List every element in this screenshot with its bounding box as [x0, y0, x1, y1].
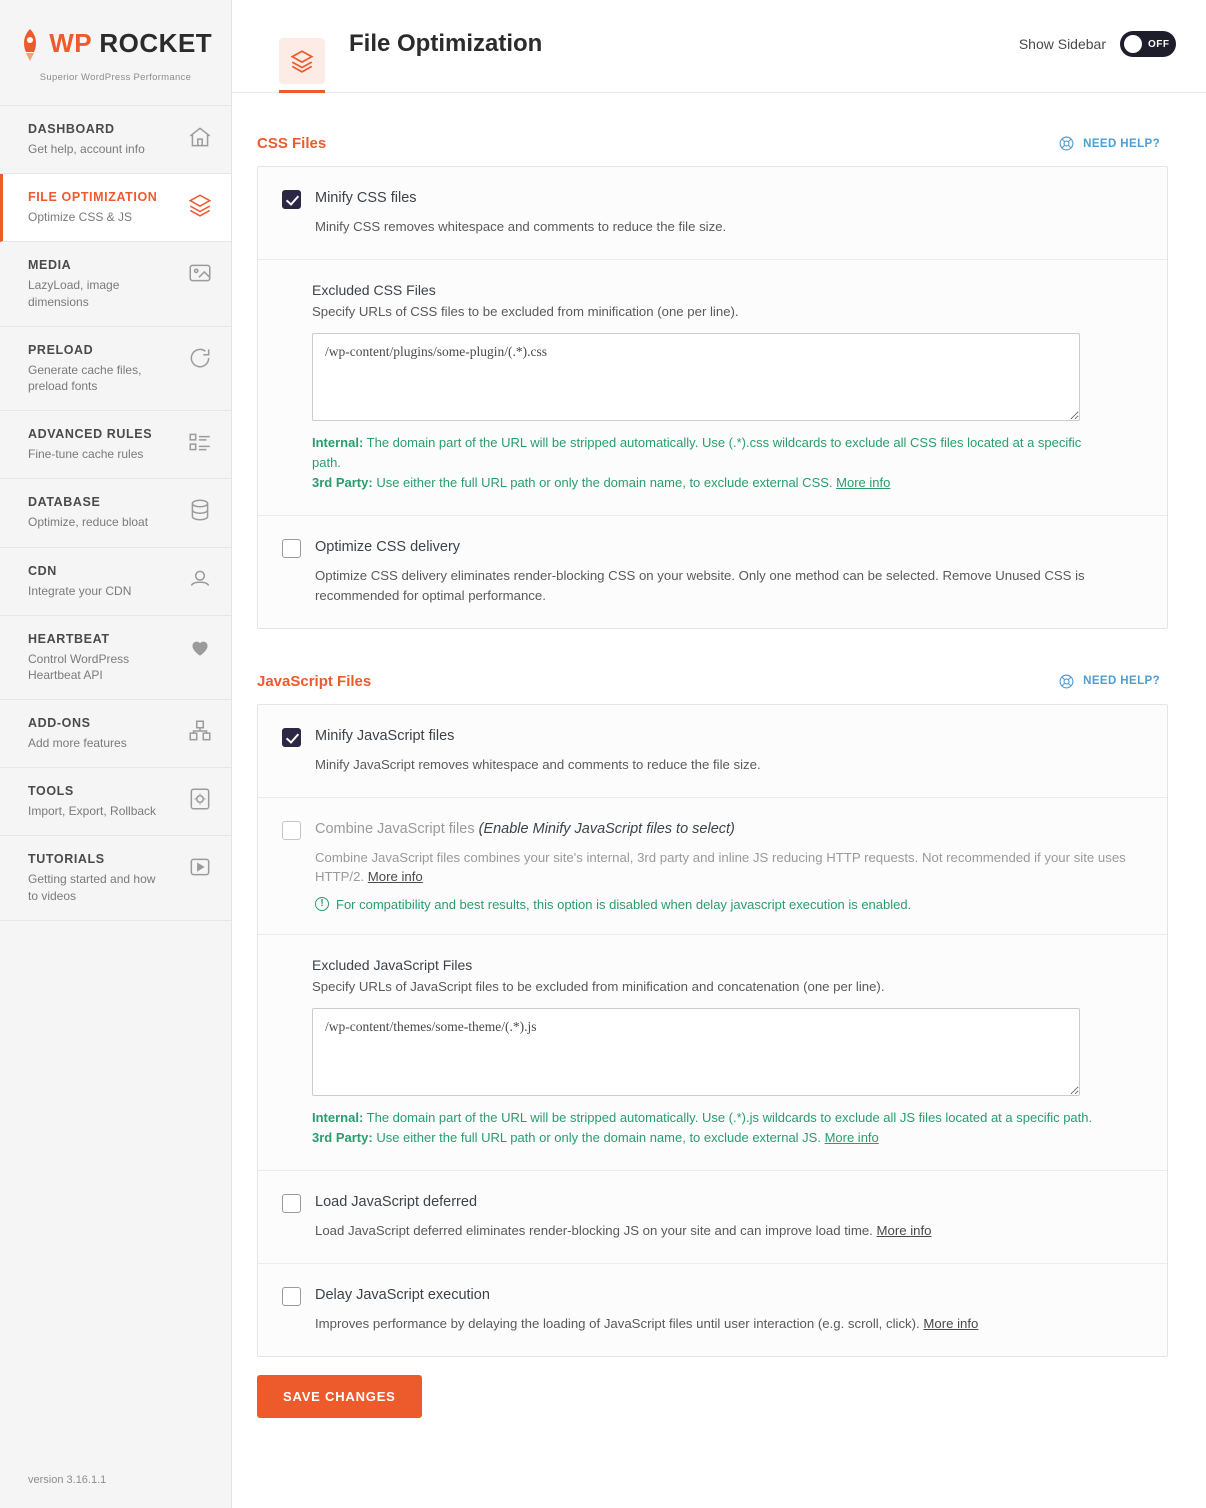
- need-help-css-button[interactable]: [1058, 135, 1160, 152]
- sidebar-item-desc: Add more features: [28, 736, 127, 751]
- excluded-css-textarea[interactable]: [312, 333, 1080, 421]
- toggle-state-label: OFF: [1148, 38, 1170, 50]
- js-more-info-link[interactable]: More info: [824, 1130, 879, 1146]
- internal-text: The domain part of the URL will be stripped automatically. Use (.*).css wildcards to exclude all CSS files located at a specific path.: [312, 434, 1082, 470]
- sidebar-item-cdn[interactable]: [0, 548, 231, 616]
- sidebar-item-desc: Get help, account info: [28, 142, 145, 156]
- internal-label: Internal:: [312, 1110, 364, 1126]
- delay-js-execution-label: Delay JavaScript execution: [315, 1287, 490, 1304]
- minify-css-label: Minify CSS files: [315, 190, 417, 206]
- excluded-js-description: Specify URLs of JavaScript files to be excluded from minification and concatenation (one per line).: [312, 979, 885, 995]
- sidebar-item-title: ADD-ONS: [28, 716, 91, 731]
- delay-js-execution-checkbox[interactable]: [282, 1287, 301, 1306]
- minify-css-checkbox[interactable]: [282, 190, 301, 209]
- video-icon: [187, 854, 213, 880]
- internal-text: The domain part of the URL will be stripped automatically. Use (.*).js wildcards to exclude all JS files located at a specific path.: [363, 1110, 1093, 1126]
- page-header: [232, 0, 1206, 93]
- blocks-icon: [187, 718, 213, 744]
- logo-word-wp: WP: [49, 27, 92, 58]
- optimize-css-delivery-checkbox[interactable]: [282, 539, 301, 558]
- css-files-section: [257, 135, 1168, 629]
- excluded-css-help: [312, 433, 1102, 493]
- minify-js-row: [258, 705, 1167, 797]
- excluded-js-row: [258, 934, 1167, 1170]
- lifebuoy-icon: [1058, 135, 1075, 152]
- excluded-css-title: Excluded CSS Files: [312, 281, 436, 298]
- logo-text: [49, 27, 213, 58]
- sidebar-item-desc: Optimize, reduce bloat: [28, 515, 149, 530]
- sidebar-item-title: DATABASE: [28, 495, 101, 510]
- sidebar-item-title: TUTORIALS: [28, 852, 105, 867]
- combine-js-label: [315, 820, 735, 839]
- sidebar-item-title: MEDIA: [28, 258, 72, 273]
- cloud-icon: [187, 566, 213, 592]
- rocket-icon: [19, 28, 41, 67]
- sidebar-item-title: DASHBOARD: [28, 122, 115, 136]
- sidebar-item-desc: Fine-tune cache rules: [28, 447, 144, 462]
- sidebar-item-title: ADVANCED RULES: [28, 427, 153, 442]
- excluded-js-title: Excluded JavaScript Files: [312, 957, 473, 974]
- combine-js-more-info-link[interactable]: More info: [367, 869, 423, 885]
- info-icon: !: [315, 897, 329, 911]
- save-changes-button[interactable]: SAVE CHANGES: [257, 1375, 422, 1418]
- sidebar-item-preload[interactable]: [0, 327, 231, 411]
- sidebar-item-add-ons[interactable]: [0, 700, 231, 768]
- sidebar-item-dashboard[interactable]: [0, 106, 231, 174]
- js-section-header: [257, 673, 1168, 704]
- load-js-deferred-row: [258, 1170, 1167, 1263]
- layers-icon: [279, 38, 325, 84]
- sidebar-item-heartbeat[interactable]: [0, 616, 231, 700]
- home-icon: [187, 124, 213, 150]
- minify-js-label: Minify JavaScript files: [315, 727, 455, 744]
- need-help-label: NEED HELP?: [1083, 137, 1160, 150]
- css-files-panel: [257, 166, 1168, 629]
- minify-css-description: Minify CSS removes whitespace and comments to reduce the file size.: [315, 219, 727, 234]
- sidebar-item-title: HEARTBEAT: [28, 631, 110, 646]
- heart-pulse-icon: [187, 634, 213, 660]
- excluded-js-help: [312, 1108, 1102, 1148]
- css-section-title: CSS Files: [257, 135, 327, 152]
- sidebar-item-desc: Optimize CSS & JS: [28, 210, 133, 225]
- sidebar-item-file-optimization[interactable]: [0, 174, 231, 242]
- optimize-css-delivery-row: [258, 515, 1167, 628]
- combine-js-description-text: Combine JavaScript files combines your site's internal, 3rd party and inline JS reducing HTTP requests. Not recommended if your site uses HTTP/2.: [315, 849, 1126, 885]
- minify-css-row: [258, 167, 1167, 259]
- javascript-files-panel: [257, 704, 1168, 1357]
- sidebar-item-desc: Generate cache files, preload fonts: [28, 362, 142, 393]
- combine-js-notice-text: For compatibility and best results, this option is disabled when delay javascript execution is enabled.: [336, 897, 912, 913]
- combine-js-description: [315, 848, 1137, 888]
- load-js-deferred-description-text: Load JavaScript deferred eliminates render-blocking JS on your site and can improve load time.: [315, 1223, 877, 1239]
- load-js-deferred-description: [315, 1221, 1137, 1241]
- load-js-deferred-label: Load JavaScript deferred: [315, 1194, 478, 1211]
- sidebar-item-desc: Getting started and how to videos: [28, 872, 156, 903]
- optimize-css-delivery-description: Optimize CSS delivery eliminates render-blocking CSS on your website. Only one method can be selected. Remove Unused CSS is recommended for optimal performance.: [315, 568, 1085, 604]
- page-title: File Optimization: [349, 30, 543, 57]
- sidebar-item-title: PRELOAD: [28, 342, 94, 357]
- sidebar-item-advanced-rules[interactable]: [0, 411, 231, 479]
- excluded-css-row: [258, 259, 1167, 515]
- sidebar-item-tools[interactable]: [0, 768, 231, 836]
- defer-more-info-link[interactable]: More info: [876, 1223, 932, 1239]
- minify-js-checkbox[interactable]: [282, 728, 301, 747]
- sidebar-item-title: CDN: [28, 563, 57, 578]
- load-js-deferred-checkbox[interactable]: [282, 1194, 301, 1213]
- sidebar: [0, 0, 232, 1508]
- third-party-label: 3rd Party:: [312, 475, 373, 491]
- javascript-files-section: [257, 673, 1168, 1418]
- delay-js-execution-description-text: Improves performance by delaying the loading of JavaScript files until user interaction (e.g. scroll, click).: [315, 1316, 924, 1332]
- sidebar-item-tutorials[interactable]: [0, 836, 231, 920]
- logo-tagline: Superior WordPress Performance: [39, 72, 192, 83]
- delay-js-execution-description: [315, 1314, 1137, 1334]
- css-more-info-link[interactable]: More info: [836, 475, 891, 491]
- sidebar-item-desc: Integrate your CDN: [28, 583, 132, 598]
- css-section-header: [257, 135, 1168, 166]
- sidebar-item-media[interactable]: [0, 242, 231, 326]
- sidebar-item-database[interactable]: [0, 479, 231, 547]
- delay-js-execution-row: [258, 1263, 1167, 1356]
- show-sidebar-label: Show Sidebar: [1018, 36, 1106, 52]
- settings-content: [232, 93, 1206, 1486]
- logo: [0, 0, 231, 106]
- active-tab-underline: [279, 90, 325, 93]
- sidebar-item-desc: LazyLoad, image dimensions: [28, 278, 120, 309]
- third-party-text: Use either the full URL path or only the domain name, to exclude external JS.: [372, 1130, 825, 1146]
- sidebar-item-desc: Import, Export, Rollback: [28, 804, 157, 819]
- show-sidebar-toggle[interactable]: [1120, 31, 1176, 57]
- refresh-icon: [187, 345, 213, 371]
- third-party-label: 3rd Party:: [312, 1130, 373, 1146]
- js-section-title: JavaScript Files: [257, 672, 372, 690]
- minify-js-description: Minify JavaScript removes whitespace and comments to reduce the file size.: [315, 756, 761, 772]
- version-label: version 3.16.1.1: [28, 1474, 107, 1486]
- combine-js-notice: [315, 897, 1137, 912]
- third-party-text: Use either the full URL path or only the domain name, to exclude external CSS.: [372, 475, 837, 491]
- combine-js-row: [258, 797, 1167, 935]
- delay-more-info-link[interactable]: More info: [923, 1316, 979, 1332]
- toggle-knob: [1124, 35, 1142, 53]
- layers-icon: [187, 192, 213, 218]
- need-help-label: NEED HELP?: [1083, 675, 1160, 688]
- excluded-css-description: Specify URLs of CSS files to be excluded from minification (one per line).: [312, 303, 739, 319]
- sidebar-item-desc: Control WordPress Heartbeat API: [28, 651, 130, 682]
- lifebuoy-icon: [1058, 673, 1075, 690]
- combine-js-label-note: (Enable Minify JavaScript files to select): [478, 820, 735, 837]
- main-content: [232, 0, 1206, 1508]
- internal-label: Internal:: [312, 434, 364, 450]
- optimize-css-delivery-label: Optimize CSS delivery: [315, 539, 461, 556]
- sidebar-item-title: FILE OPTIMIZATION: [28, 190, 158, 205]
- sidebar-item-title: TOOLS: [28, 784, 74, 799]
- database-icon: [187, 497, 213, 523]
- tools-icon: [187, 786, 213, 812]
- show-sidebar-control: [1019, 31, 1176, 91]
- need-help-js-button[interactable]: [1058, 673, 1160, 690]
- list-icon: [187, 429, 213, 455]
- combine-js-checkbox[interactable]: [282, 821, 301, 840]
- excluded-js-textarea[interactable]: [312, 1008, 1080, 1096]
- logo-word-rocket: ROCKET: [99, 27, 213, 58]
- image-icon: [187, 260, 213, 286]
- combine-js-label-text: Combine JavaScript files: [315, 820, 475, 837]
